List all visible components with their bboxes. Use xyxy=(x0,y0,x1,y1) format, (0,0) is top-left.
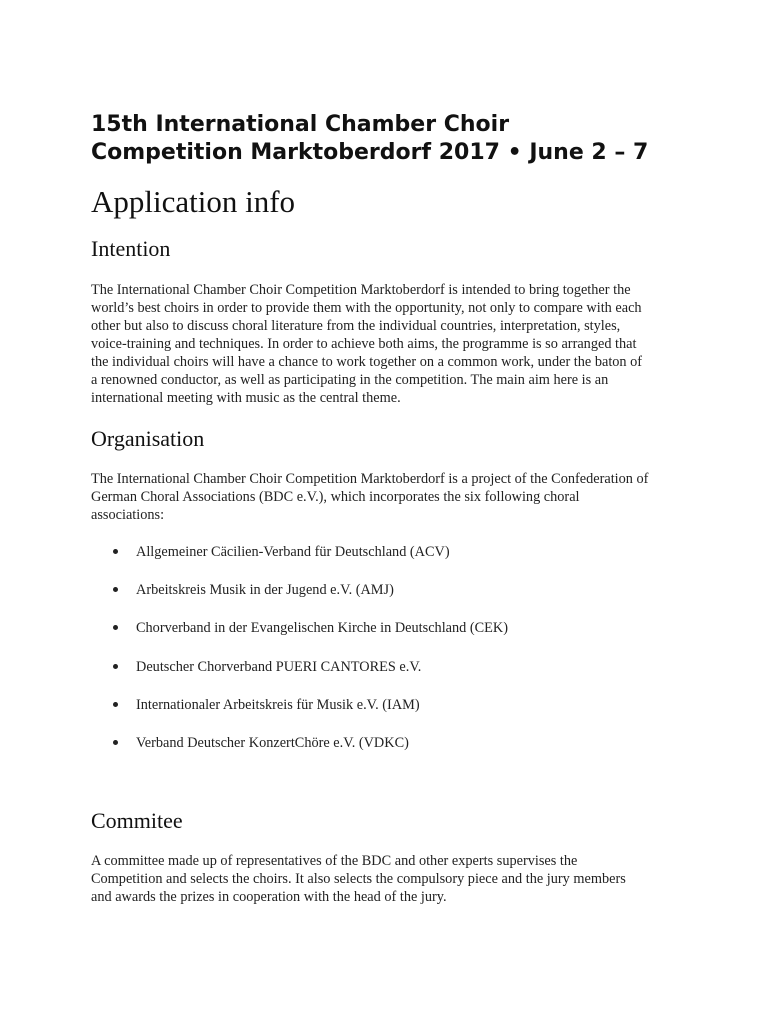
list-item-text: Deutscher Chorverband PUERI CANTORES e.V. xyxy=(136,658,422,675)
text-line: and awards the prizes in cooperation with the head of the jury. xyxy=(91,889,447,905)
bullet-icon xyxy=(113,740,118,745)
title-line: Competition Marktoberdorf 2017 • June 2 – 7 xyxy=(91,140,649,165)
text-line: German Choral Associations (BDC e.V.), which incorporates the six following choral xyxy=(91,489,580,505)
list-item-text: Arbeitskreis Musik in der Jugend e.V. (AMJ) xyxy=(136,582,394,599)
commitee-paragraph xyxy=(91,852,626,906)
text-line: The International Chamber Choir Competition Marktoberdorf is a project of the Confederation of xyxy=(91,471,649,487)
list-item xyxy=(113,619,508,657)
list-item xyxy=(113,581,508,619)
title-line: 15th International Chamber Choir xyxy=(91,112,510,137)
organisation-heading: Organisation xyxy=(91,426,205,451)
text-line: other but also to discuss choral literature from the individual countries, interpretation, styles, xyxy=(91,318,621,334)
commitee-heading: Commitee xyxy=(91,808,183,833)
text-line: a renowned conductor, as well as participating in the competition. The main aim here is an xyxy=(91,372,609,388)
bullet-icon xyxy=(113,702,118,707)
bullet-icon xyxy=(113,587,118,592)
text-line: A committee made up of representatives of the BDC and other experts supervises the xyxy=(91,853,578,869)
text-line: voice-training and techniques. In order to achieve both aims, the programme is so arranged that xyxy=(91,336,637,352)
text-line: world’s best choirs in order to provide them with the opportunity, not only to compare with each xyxy=(91,300,642,316)
list-item-text: Chorverband in der Evangelischen Kirche in Deutschland (CEK) xyxy=(136,620,508,637)
bullet-icon xyxy=(113,549,118,554)
text-line: The International Chamber Choir Competition Marktoberdorf is intended to bring together the xyxy=(91,282,631,298)
intention-paragraph xyxy=(91,281,642,407)
intention-heading: Intention xyxy=(91,236,171,261)
text-line: associations: xyxy=(91,507,165,523)
bullet-icon xyxy=(113,625,118,630)
association-list xyxy=(113,543,508,772)
list-item xyxy=(113,696,508,734)
list-item-text: Verband Deutscher KonzertChöre e.V. (VDKC) xyxy=(136,734,409,751)
list-item xyxy=(113,658,508,696)
page-heading: Application info xyxy=(91,184,296,219)
list-item-text: Internationaler Arbeitskreis für Musik e.V. (IAM) xyxy=(136,696,420,713)
document-title xyxy=(91,111,648,167)
text-line: Competition and selects the choirs. It also selects the compulsory piece and the jury members xyxy=(91,871,626,887)
list-item xyxy=(113,734,508,772)
text-line: international meeting with music as the central theme. xyxy=(91,390,401,406)
text-line: the individual choirs will have a chance to work together on a common work, under the baton of xyxy=(91,354,643,370)
organisation-paragraph xyxy=(91,470,648,524)
list-item xyxy=(113,543,508,581)
bullet-icon xyxy=(113,664,118,669)
list-item-text: Allgemeiner Cäcilien-Verband für Deutschland (ACV) xyxy=(136,544,450,560)
